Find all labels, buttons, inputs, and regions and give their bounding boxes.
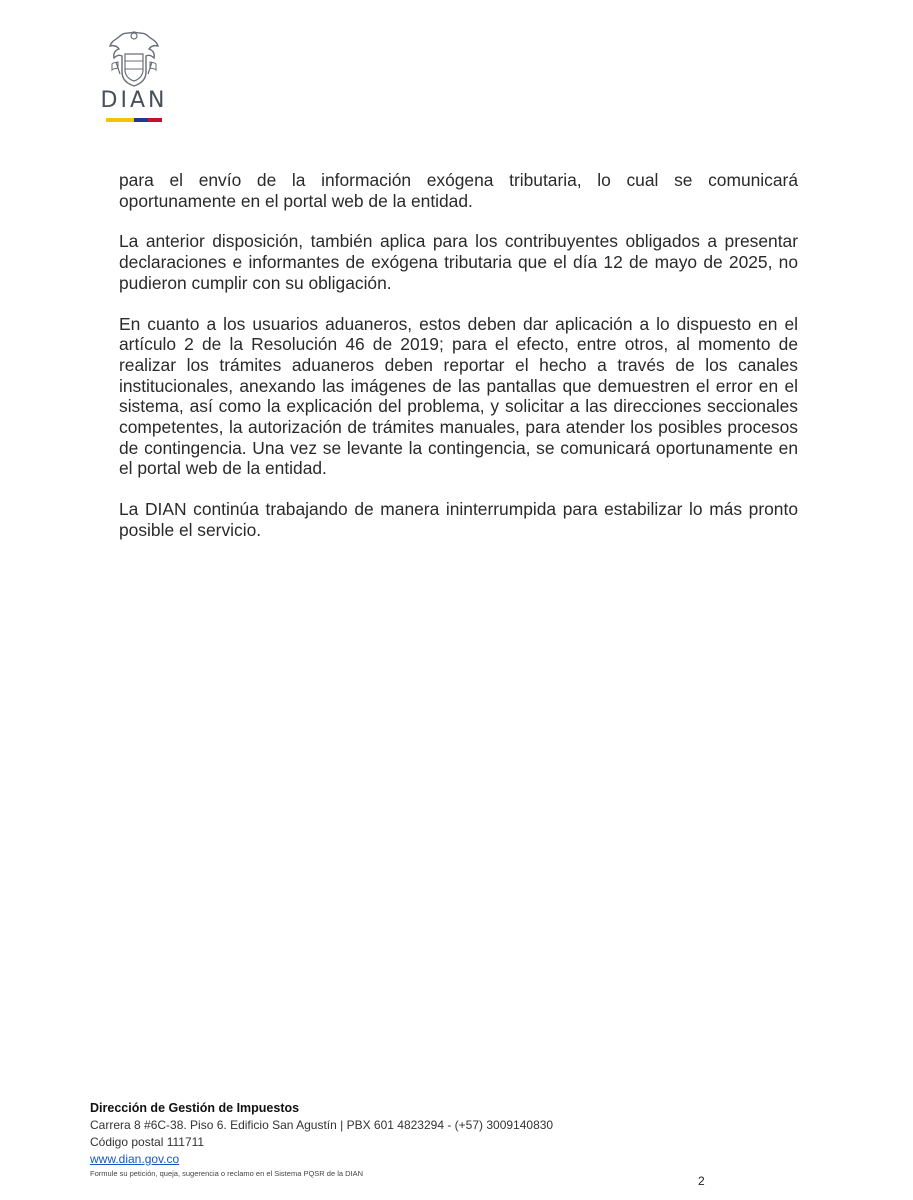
coat-of-arms-icon: [106, 28, 162, 88]
paragraph-3: En cuanto a los usuarios aduaneros, estos deben dar aplicación a lo dispuesto en el artículo 2 de la Resolución 46 de 2019; para el efecto, entre otros, al momento de realizar los trámites aduaneros deben reportar el hecho a través de los canales institucionales, anexando las imágenes de las pantallas que demuestren el error en el sistema, así como la explicación del problema, y solicitar a las direcciones seccionales competentes, la autorización de trámites manuales, para atender los posibles procesos de contingencia. Una vez se levante la contingencia, se comunicará oportunamente en el portal web de la entidad.: [119, 313, 798, 479]
footer-title: Dirección de Gestión de Impuestos: [90, 1101, 300, 1115]
document-body: [119, 170, 798, 561]
flag-yellow-stripe: [106, 118, 134, 122]
flag-blue-stripe: [134, 118, 148, 122]
logo-wordmark: DIAN: [100, 88, 168, 113]
page-footer: [90, 1100, 790, 1180]
dian-logo: [86, 28, 182, 128]
paragraph-4: La DIAN continúa trabajando de manera ininterrumpida para estabilizar lo más pronto posible el servicio.: [119, 499, 798, 540]
page-number: 2: [698, 1174, 705, 1188]
flag-red-stripe: [148, 118, 162, 122]
footer-pqsr-note: Formule su petición, queja, sugerencia o reclamo en el Sistema PQSR de la DIAN: [90, 1169, 364, 1178]
paragraph-2: La anterior disposición, también aplica para los contribuyentes obligados a presentar declaraciones e informantes de exógena tributaria que el día 12 de mayo de 2025, no pudieron cumplir con su obligación.: [119, 231, 798, 293]
footer-postal-code: Código postal 111711: [90, 1135, 205, 1149]
paragraph-1: para el envío de la información exógena tributaria, lo cual se comunicará oportunamente en el portal web de la entidad.: [119, 170, 798, 211]
footer-website-link[interactable]: www.dian.gov.co: [90, 1152, 180, 1166]
flag-color-bar: [106, 118, 162, 122]
footer-address: Carrera 8 #6C-38. Piso 6. Edificio San Agustín | PBX 601 4823294 - (+57) 3009140830: [90, 1118, 554, 1132]
